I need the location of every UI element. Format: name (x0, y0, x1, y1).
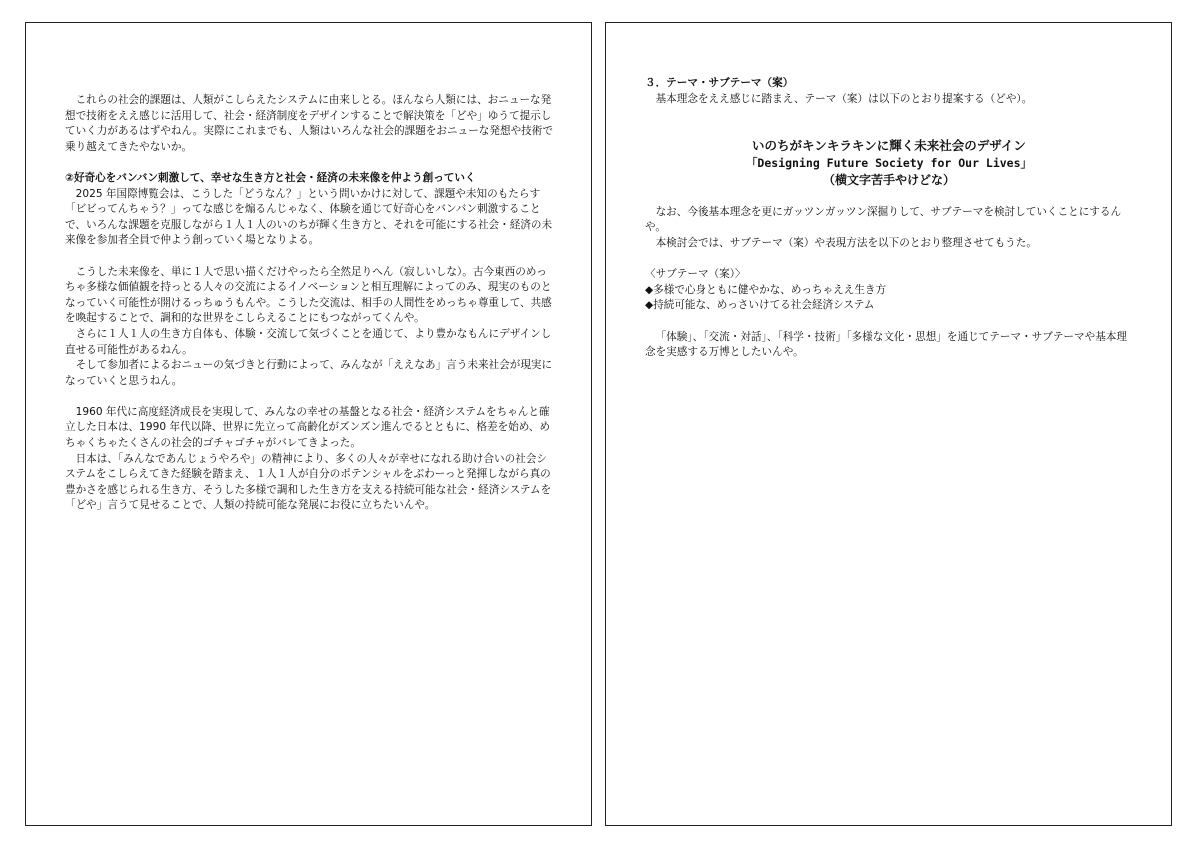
left-page-content (65, 93, 553, 514)
paragraph-participants: そして参加者によるおニューの気づきと行動によって、みんなが「ええなあ」言う未来社会が現実になっていくと思うねん。 (65, 359, 553, 387)
subtheme-bullet: ◆多様で心身ともに健やかな、めっちゃええ生き方 (645, 283, 887, 296)
section-heading-theme: ３．テーマ・サブテーマ（案） (645, 77, 794, 89)
paragraph-future-vision: こうした未来像を、単に１人で思い描くだけやったら全然足りへん（寂しいしな）。古今東西のめっちゃ多様な価値観を持っとる人々の交流によるイノベーションと相互理解によってのみ、現実のものとなっていく可能性が開けるっちゅうもんや。こうした交流は、相手の人間性をめっちゃ尊重して、共感を喚起することで、調和的な世界をこしらえることにもつながってくんや。 (65, 265, 552, 325)
paragraph-individual-life: さらに１人１人の生き方自体も、体験・交流して気づくことを通じて、より豊かなもんにデザインし直せる可能性があるねん。 (65, 327, 552, 356)
theme-title-block (645, 137, 1133, 189)
theme-title-ja: いのちがキンキラキンに輝く未来社会のデザイン (752, 138, 1026, 154)
paragraph-expo-2025: 2025 年国際博覧会は、こうした「どうなん？」という問いかけに対して、課題や未知のもたらす「ビビってんちゃう？」ってな感じを煽るんじゃなく、体験を通じて好奇心をバンバン刺激することで、いろんな課題を克服しながら１人１人のいのちが輝く生き方と、それを可能にする社会・経済の未来像を参加者全員で仲よう創っていく場となりよる。 (65, 187, 553, 247)
paragraph-theme-intro: 基本理念をええ感じに踏まえ、テーマ（案）は以下のとおり提案する（どや）。 (655, 92, 1033, 105)
section-heading-curiosity: ②好奇心をバンバン刺激して、幸せな生き方と社会・経済の未来像を仲よう創っていく (65, 171, 476, 184)
paragraph-subtheme-plan: なお、今後基本理念を更にガッツンガッツン深掘りして、サブテーマを検討していくことにするんや。 (645, 205, 1122, 234)
right-page-content (645, 76, 1133, 361)
paragraph-japan-history: 1960 年代に高度経済成長を実現して、みんなの幸せの基盤となる社会・経済システムをちゃんと確立した日本は、1990 年代以降、世界に先立って高齢化がズンズン進んでるとともに、格差を始め、めちゃくちゃたくさんの社会的ゴチャゴチャがバレてきよった。 (65, 405, 551, 450)
theme-title-en: 「Designing Future Society for Our Lives」 (745, 156, 1033, 171)
theme-title-note: （横文字苦手やけどな） (822, 173, 955, 188)
paragraph-committee: 本検討会では、サブテーマ（案）や表現方法を以下のとおり整理させてもうた。 (655, 236, 1037, 249)
subtheme-bullet: ◆持続可能な、めっさいけてる社会経済システム (645, 299, 875, 312)
right-page (605, 22, 1172, 826)
paragraph-japan-contribution: 日本は、「みんなであんじょうやろや」の精神により、多くの人々が幸せになれる助け合いの社会システムをこしらえてきた経験を踏まえ、１人１人が自分のポテンシャルをぶわーっと発揮しながら真の豊かさを感じられる生き方、そうした多様で調和した生き方を支える持続可能な社会・経済システムを「どや」言うて見せることで、人類の持続可能な発展にお役に立ちたいんや。 (65, 452, 552, 512)
subtheme-label: 〈サブテーマ（案）〉 (645, 268, 746, 281)
paragraph-social-issues: これらの社会的課題は、人類がこしらえたシステムに由来しとる。ほんなら人類には、おニューな発想で技術をええ感じに活用して、社会・経済制度をデザインすることで解決策を「どや」ゆうて提示していく力があるはずやねん。実際にこれまでも、人類はいろんな社会的課題をおニューな発想や技術で乗り越えてきたやないか。 (65, 94, 553, 153)
left-page (25, 22, 592, 826)
paragraph-closing: 「体験」、「交流・対話」、「科学・技術」「多様な文化・思想」を通じてテーマ・サブテーマや基本理念を実感する万博としたいんや。 (645, 330, 1127, 359)
